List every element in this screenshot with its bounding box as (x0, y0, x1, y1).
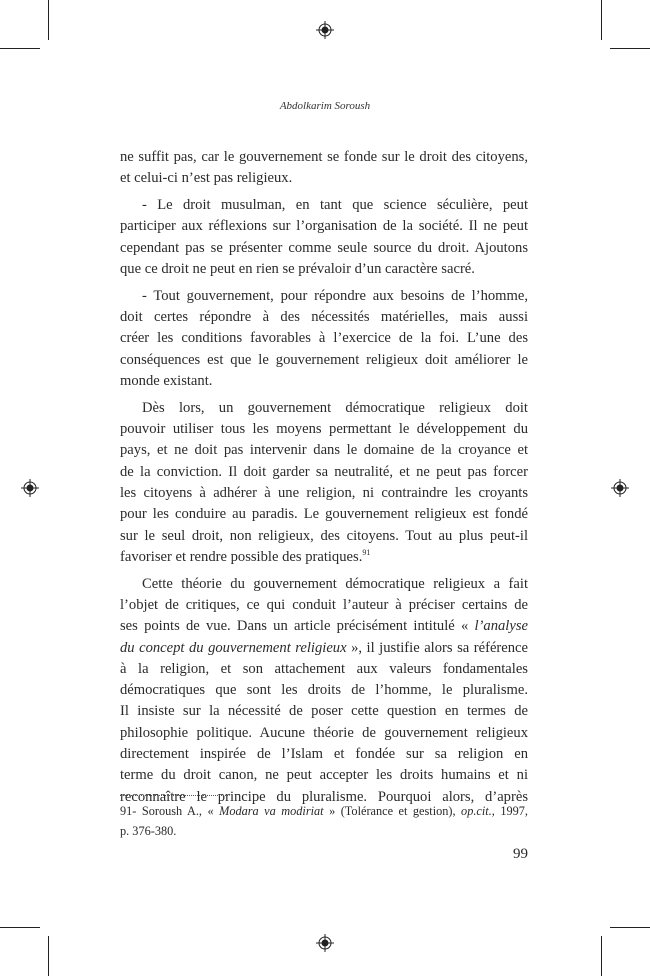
footnote-reference: 91 (362, 547, 371, 557)
footnote-separator (120, 795, 228, 796)
text-line (120, 616, 528, 637)
italic-text: op.cit., (461, 804, 495, 818)
text-line: les citoyens à adhérer à une religion, ni contraindre les croyants (120, 484, 528, 501)
footnote (120, 801, 528, 841)
text-line: Cette théorie du gouvernement démocratique religieux a fait (142, 575, 528, 592)
text-line: pays, et ne doit pas intervenir dans le domaine de la croyance et (120, 442, 528, 459)
text-line (120, 638, 528, 659)
text-line: p. 376-380. (120, 824, 177, 838)
registration-target-icon (611, 479, 629, 497)
text-line: conséquences est que le gouvernement religieux doit améliorer le (120, 351, 528, 368)
text-segment: », il justifie alors sa référence (346, 639, 529, 656)
italic-text: Modara va modiriat (219, 804, 324, 818)
text-line: monde existant. (120, 372, 213, 389)
paragraph (120, 147, 528, 190)
paragraph (120, 398, 528, 568)
crop-mark-bottom-left (0, 928, 49, 976)
text-segment: 91- Soroush A., « (120, 804, 220, 818)
page-number: 99 (513, 846, 528, 862)
text-line: Dès lors, un gouvernement démocratique religieux doit (142, 399, 528, 416)
text-segment: favoriser et rendre possible des pratiques. (120, 548, 363, 565)
crop-mark-bottom-right (602, 928, 650, 976)
paragraph (120, 286, 528, 392)
text-line: pour les conduire au paradis. Le gouvernement religieux est fondé (120, 506, 528, 523)
text-line: - Le droit musulman, en tant que science séculière, peut (142, 197, 528, 214)
text-line: et celui-ci n’est pas religieux. (120, 170, 293, 187)
text-line: directement inspirée de l’Islam et fondée sur sa religion en (120, 746, 528, 763)
text-line: sur le seul droit, non religieux, des citoyens. Tout au plus peut-il (120, 527, 528, 544)
italic-text: l’analyse (474, 618, 528, 635)
body-text (120, 147, 528, 813)
registration-target-icon (316, 934, 334, 952)
text-line: pouvoir utiliser tous les moyens permettant le développement du (120, 421, 528, 438)
text-line: ne suffit pas, car le gouvernement se fonde sur le droit des citoyens, (120, 149, 528, 165)
text-line: cependant pas se présenter comme seule source du droit. Ajoutons (120, 239, 528, 256)
text-line: - Tout gouvernement, pour répondre aux besoins de l’homme, (142, 287, 528, 304)
text-segment: » (Tolérance et gestion), (323, 804, 462, 818)
text-line (120, 801, 528, 821)
paragraph (120, 574, 528, 808)
italic-text: du concept du gouvernement religieux (120, 639, 347, 656)
text-line (120, 547, 528, 568)
text-segment: ses points de vue. Dans un article précisément intitulé « (120, 618, 475, 635)
crop-mark-top-right (602, 0, 650, 49)
registration-target-icon (21, 479, 39, 497)
text-line: à la religion, et son attachement aux valeurs fondamentales (120, 660, 528, 677)
registration-target-icon (316, 21, 334, 39)
crop-mark-top-left (0, 0, 49, 49)
text-line: l’objet de critiques, ce qui conduit l’auteur à préciser certains de (120, 596, 528, 613)
text-line: reconnaître le principe du pluralisme. Pourquoi alors, d’après (120, 788, 528, 805)
text-line: créer les conditions favorables à l’exercice de la foi. L’une des (120, 330, 528, 347)
text-segment: 1997, (494, 804, 528, 818)
text-line: doit certes répondre à des nécessités matérielles, mais aussi (120, 309, 528, 326)
text-line: démocratiques que sont les droits de l’homme, le pluralisme. (120, 682, 528, 699)
text-line: participer aux réflexions sur l’organisation de la société. Il ne peut (120, 218, 528, 235)
text-line: philosophie politique. Aucune théorie de gouvernement religieux (120, 724, 528, 741)
paragraph (120, 195, 528, 280)
text-line: Il insiste sur la nécessité de poser cette question en termes de (120, 703, 528, 720)
running-header: Abdolkarim Soroush (279, 100, 371, 112)
text-line: de la conviction. Il doit garder sa neutralité, et ne peut pas forcer (120, 463, 528, 480)
text-line: que ce droit ne peut en rien se prévaloir d’un caractère sacré. (120, 260, 475, 277)
text-line: terme du droit canon, ne peut accepter les droits humains et ni (120, 767, 528, 784)
